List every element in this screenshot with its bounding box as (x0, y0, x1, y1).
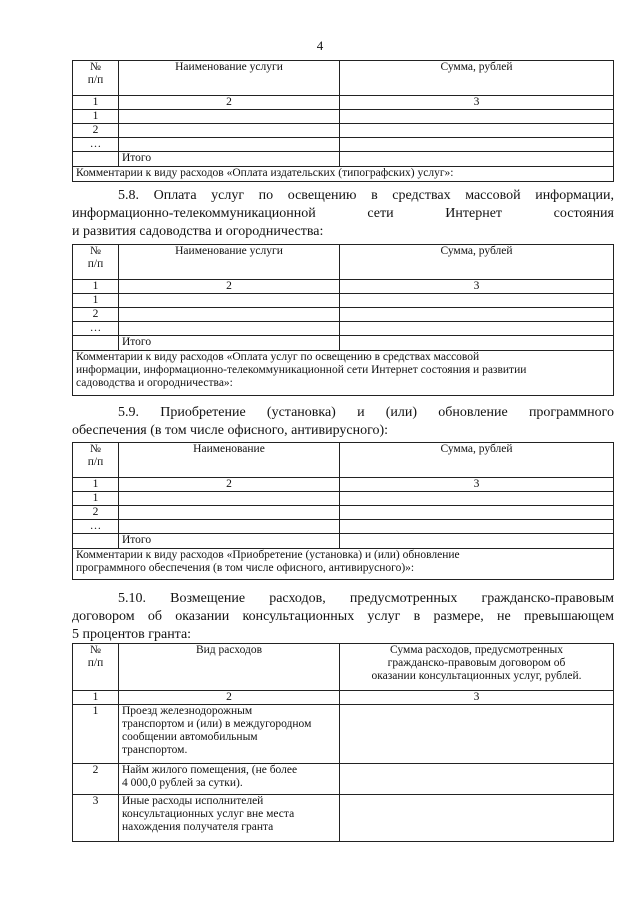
row-number-cell: 2 (73, 764, 119, 795)
total-number-cell (73, 336, 119, 351)
table-row (73, 492, 614, 506)
paragraph-line: 5.10. Возмещение расходов, предусмотренных гражданско-правовым (118, 591, 614, 606)
row-name-cell (119, 322, 340, 336)
row-amount-cell (340, 294, 614, 308)
column-header-amount: Сумма расходов, предусмотренных гражданско-правовым договором об оказании консультационных услуг, рублей. (340, 644, 614, 691)
header-row (73, 443, 614, 478)
column-number-cell: 2 (119, 478, 340, 492)
column-number-row (73, 280, 614, 294)
row-amount-cell (340, 520, 614, 534)
table-row (73, 124, 614, 138)
paragraph-line: договором об оказании консультационных услуг в размере, не превышающем (72, 609, 614, 624)
column-number-row (73, 478, 614, 492)
page-number: 4 (316, 38, 324, 53)
column-number-cell: 3 (340, 478, 614, 492)
table-row (73, 110, 614, 124)
row-name-cell: Найм жилого помещения, (не более 4 000,0 рублей за сутки). (119, 764, 340, 795)
table-row (73, 705, 614, 764)
column-header-amount: Сумма, рублей (340, 245, 614, 280)
column-header-name: Наименование услуги (119, 61, 340, 96)
column-number-cell: 2 (119, 280, 340, 294)
row-number-cell: 1 (73, 110, 119, 124)
total-row (73, 152, 614, 167)
row-name-cell (119, 492, 340, 506)
total-amount-cell (340, 152, 614, 167)
table-software-purchase (72, 442, 614, 580)
section-5-9-paragraph (72, 404, 614, 440)
row-name-cell (119, 294, 340, 308)
row-number-cell: 1 (73, 294, 119, 308)
row-name-cell: Иные расходы исполнителей консультационных услуг вне места нахождения получателя гранта (119, 795, 340, 842)
comment-text: Комментарии к виду расходов «Оплата издательских (типографских) услуг»: (73, 167, 614, 182)
row-number-cell: 1 (73, 492, 119, 506)
table-row (73, 138, 614, 152)
row-number-cell: 2 (73, 124, 119, 138)
column-number-row (73, 96, 614, 110)
row-amount-cell (340, 506, 614, 520)
table-row (73, 506, 614, 520)
table-consulting-expenses (72, 643, 614, 842)
row-name-cell (119, 110, 340, 124)
row-amount-cell (340, 705, 614, 764)
column-number-cell: 1 (73, 478, 119, 492)
row-number-cell: … (73, 138, 119, 152)
column-number-cell: 3 (340, 280, 614, 294)
paragraph-line: обеспечения (в том числе офисного, антивирусного): (72, 423, 389, 438)
row-amount-cell (340, 138, 614, 152)
paragraph-line: 5.9. Приобретение (установка) и (или) обновление программного (118, 405, 614, 420)
table-media-coverage-services (72, 244, 614, 396)
column-number-cell: 1 (73, 280, 119, 294)
column-number-row (73, 691, 614, 705)
column-number-cell: 1 (73, 691, 119, 705)
paragraph-line: информационно-телекоммуникационной сети Интернет состояния (72, 206, 614, 221)
column-header-name: Наименование (119, 443, 340, 478)
row-amount-cell (340, 110, 614, 124)
row-name-cell: Проезд железнодорожным транспортом и (или) в междугородном сообщении автомобильным транспортом. (119, 705, 340, 764)
total-amount-cell (340, 534, 614, 549)
row-name-cell (119, 308, 340, 322)
column-header-number: № п/п (73, 245, 119, 280)
row-number-cell: 1 (73, 705, 119, 764)
row-number-cell: … (73, 322, 119, 336)
header-row (73, 61, 614, 96)
table-row (73, 308, 614, 322)
row-amount-cell (340, 322, 614, 336)
row-name-cell (119, 520, 340, 534)
column-number-cell: 1 (73, 96, 119, 110)
header-row (73, 644, 614, 691)
column-number-cell: 2 (119, 96, 340, 110)
table-row (73, 795, 614, 842)
comment-text: Комментарии к виду расходов «Оплата услуг по освещению в средствах массовой информации, информационно-телекоммуникационной сети Интернет состояния и развитии садоводства и огородничества»: (73, 351, 614, 396)
total-row (73, 336, 614, 351)
column-number-cell: 2 (119, 691, 340, 705)
row-amount-cell (340, 764, 614, 795)
row-number-cell: 2 (73, 506, 119, 520)
paragraph-line: 5 процентов гранта: (72, 627, 192, 642)
section-5-10-paragraph (72, 590, 614, 644)
total-amount-cell (340, 336, 614, 351)
paragraph-line: и развития садоводства и огородничества: (72, 224, 324, 239)
comment-row (73, 549, 614, 580)
column-header-number: № п/п (73, 644, 119, 691)
total-label: Итого (119, 336, 340, 351)
row-amount-cell (340, 308, 614, 322)
row-number-cell: 2 (73, 308, 119, 322)
column-header-amount: Сумма, рублей (340, 61, 614, 96)
row-number-cell: 3 (73, 795, 119, 842)
column-number-cell: 3 (340, 96, 614, 110)
total-number-cell (73, 152, 119, 167)
column-header-name: Наименование услуги (119, 245, 340, 280)
row-name-cell (119, 124, 340, 138)
total-row (73, 534, 614, 549)
row-name-cell (119, 138, 340, 152)
row-amount-cell (340, 492, 614, 506)
table-row (73, 764, 614, 795)
section-5-8-paragraph (72, 187, 614, 241)
total-number-cell (73, 534, 119, 549)
table-row (73, 322, 614, 336)
column-number-cell: 3 (340, 691, 614, 705)
row-number-cell: … (73, 520, 119, 534)
comment-row (73, 351, 614, 396)
column-header-amount: Сумма, рублей (340, 443, 614, 478)
comment-text: Комментарии к виду расходов «Приобретение (установка) и (или) обновление программного обеспечения (в том числе офисного, антивирусного)»: (73, 549, 614, 580)
table-row (73, 294, 614, 308)
column-header-name: Вид расходов (119, 644, 340, 691)
total-label: Итого (119, 534, 340, 549)
row-amount-cell (340, 795, 614, 842)
comment-row (73, 167, 614, 182)
column-header-number: № п/п (73, 443, 119, 478)
paragraph-line: 5.8. Оплата услуг по освещению в средствах массовой информации, (118, 188, 614, 203)
row-name-cell (119, 506, 340, 520)
table-publishing-services (72, 60, 614, 182)
column-header-number: № п/п (73, 61, 119, 96)
row-amount-cell (340, 124, 614, 138)
total-label: Итого (119, 152, 340, 167)
table-row (73, 520, 614, 534)
header-row (73, 245, 614, 280)
